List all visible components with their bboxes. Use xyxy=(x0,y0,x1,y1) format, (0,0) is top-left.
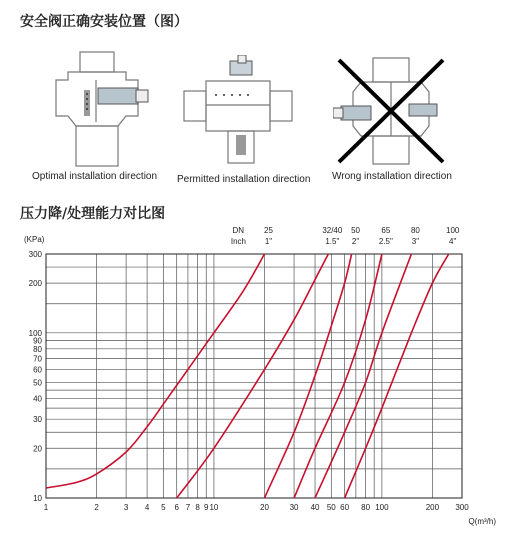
y-tick-label: 30 xyxy=(33,415,42,425)
x-tick-label: 4 xyxy=(144,503,150,512)
caption-optimal: Optimal installation direction xyxy=(32,171,158,182)
chart-frame xyxy=(46,254,462,498)
y-tick-label: 60 xyxy=(33,365,42,375)
x-tick-label: 6 xyxy=(174,503,179,512)
y-tick-label: 90 xyxy=(33,336,42,346)
inch-header-label: Inch xyxy=(230,237,246,246)
y-tick-label: 40 xyxy=(33,394,42,404)
chart-grid xyxy=(46,254,462,498)
dn-label: 32/40 xyxy=(322,226,343,235)
x-tick-label: 300 xyxy=(455,503,469,512)
dn-label: 100 xyxy=(446,226,460,235)
dn-label: 25 xyxy=(264,226,273,235)
x-tick-label: 40 xyxy=(310,503,320,512)
x-axis-label: Q(m³/h) xyxy=(468,517,496,526)
x-tick-label: 100 xyxy=(375,503,389,512)
x-tick-label: 60 xyxy=(340,503,350,512)
y-tick-label: 300 xyxy=(28,250,42,259)
curve-dn-4 xyxy=(315,254,411,498)
inch-label: 1.5" xyxy=(325,237,340,246)
valve-diagram-permitted xyxy=(182,55,294,167)
installation-heading: 安全阀正确安装位置（图） xyxy=(20,14,188,30)
x-tick-label: 9 xyxy=(204,503,209,512)
dn-label: 80 xyxy=(410,226,420,235)
x-tick-label: 2 xyxy=(94,503,99,512)
valve-diagram-optimal xyxy=(38,50,156,170)
x-tick-label: 5 xyxy=(161,503,166,512)
inch-label: 3" xyxy=(411,237,420,246)
x-tick-label: 8 xyxy=(195,503,200,512)
chart-curves xyxy=(46,254,449,498)
x-tick-label: 80 xyxy=(361,503,371,512)
chart-heading: 压力降/处理能力对比图 xyxy=(20,206,166,222)
y-tick-label: 70 xyxy=(33,354,42,364)
y-axis-label: (KPa) xyxy=(24,235,45,244)
caption-permitted: Permitted installation direction xyxy=(177,174,311,185)
inch-label: 2.5" xyxy=(378,237,393,246)
x-tick-label: 30 xyxy=(289,503,299,512)
x-tick-label: 20 xyxy=(260,503,269,512)
y-tick-label: 20 xyxy=(33,444,42,454)
x-tick-label: 3 xyxy=(123,503,129,512)
dn-header-label: DN xyxy=(232,226,244,235)
y-tick-label: 50 xyxy=(33,378,42,388)
x-tick-label: 50 xyxy=(326,503,336,512)
inch-label: 1" xyxy=(264,237,273,246)
valve-diagram-wrong xyxy=(333,54,449,168)
curve-dn-5 xyxy=(345,254,449,498)
y-tick-label: 100 xyxy=(28,328,42,338)
inch-label: 2" xyxy=(351,237,360,246)
y-tick-label: 80 xyxy=(33,344,42,354)
caption-wrong: Wrong installation direction xyxy=(332,171,452,182)
x-tick-label: 7 xyxy=(185,503,191,512)
dn-label: 65 xyxy=(381,226,391,235)
curve-dn-2 xyxy=(265,254,352,498)
y-tick-label: 10 xyxy=(33,494,42,503)
pressure-flow-chart xyxy=(0,220,526,534)
curve-dn-0 xyxy=(46,254,265,488)
x-tick-label: 1 xyxy=(43,503,49,512)
x-tick-label: 10 xyxy=(209,503,219,512)
y-tick-label: 200 xyxy=(28,279,42,289)
x-tick-label: 200 xyxy=(425,503,440,512)
inch-label: 4" xyxy=(449,237,457,246)
curve-dn-1 xyxy=(177,254,329,498)
dn-label: 50 xyxy=(351,226,361,235)
